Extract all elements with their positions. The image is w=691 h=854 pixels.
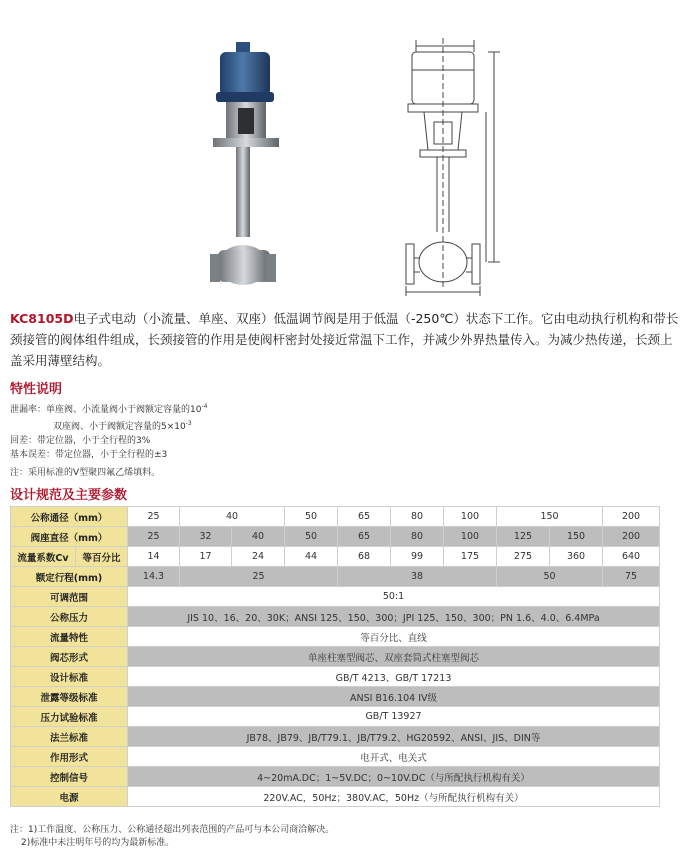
table-row-seat: 阀座直径（mm） 25 32 40 50 65 80 100 125 150 200 <box>11 527 660 547</box>
leak-line-1: 泄漏率：单座阀、小流量阀小于阀额定容量的$10^{-4}$ <box>10 403 208 415</box>
packing-note: 注：采用标准的V型聚四氟乙烯填料。 <box>10 468 161 478</box>
hysteresis: 回差：带定位器，小于全行程的3% <box>10 436 151 446</box>
spec-table <box>10 506 660 807</box>
table-row-nominal: 公称通径（mm） 25 40 50 65 80 100 150 200 <box>11 507 660 527</box>
intro-paragraph <box>10 308 682 371</box>
figures <box>0 0 691 300</box>
footnote-1: 注：1)工作温度、公称压力、公称通径超出列表范围的产品可与本公司商洽解决。 <box>10 825 335 835</box>
table-row-design-std: 设计标准 GB/T 4213、GB/T 17213 <box>11 667 660 687</box>
model-number: KC8105D <box>10 311 74 326</box>
basic-error: 基本误差：带定位器，小于全行程的±3 <box>10 450 168 460</box>
table-row-cv: 流量系数Cv 等百分比 14 17 24 44 68 99 175 275 360 640 <box>11 547 660 567</box>
features-list <box>10 400 207 480</box>
intro-text: 电子式电动（小流量、单座、双座）低温调节阀是用于低温（-250℃）状态下工作。它由电动执行机构和带长颈接管的阀体组件组成，长颈接管的作用是使阀杆密封处接近常温下工作，并减少外界热量传入。为减少热传递，长颈上盖采用薄壁结构。 <box>10 311 679 368</box>
table-row-power: 电源 220V.AC，50Hz；380V.AC，50Hz（与所配执行机构有关） <box>11 787 660 807</box>
table-row-signal: 控制信号 4~20mA.DC；1~5V.DC；0~10V.DC（与所配执行机构有关） <box>11 767 660 787</box>
table-row-travel: 额定行程(mm) 14.3 25 38 50 75 <box>11 567 660 587</box>
spec-title: 设计规范及主要参数 <box>10 488 128 503</box>
footnotes <box>10 824 334 850</box>
dimension-drawing <box>0 0 691 300</box>
table-row-leak-std: 泄露等级标准 ANSI B16.104 IV级 <box>11 687 660 707</box>
table-row-flange-std: 法兰标准 JB78、JB79、JB/T79.1、JB/T79.2、HG20592、ANSI、JIS、DIN等 <box>11 727 660 747</box>
leak-line-2: 双座阀、小于阀额定容量的$5\times 10^{-3}$ <box>53 420 192 432</box>
footnote-2: 2)标准中未注明年号的均为最新标准。 <box>21 838 175 848</box>
table-row-plug: 阀芯形式 单座柱塞型阀芯、双座套筒式柱塞型阀芯 <box>11 647 660 667</box>
table-row-action: 作用形式 电开式、电关式 <box>11 747 660 767</box>
table-row-flow-char: 流量特性 等百分比、直线 <box>11 627 660 647</box>
table-row-pressure: 公称压力 JIS 10、16、20、30K；ANSI 125、150、300；JPI 125、150、300；PN 1.6、4.0、6.4MPa <box>11 607 660 627</box>
table-row-test-std: 压力试验标准 GB/T 13927 <box>11 707 660 727</box>
table-row-range: 可调范围 50:1 <box>11 587 660 607</box>
features-title: 特性说明 <box>10 382 63 397</box>
